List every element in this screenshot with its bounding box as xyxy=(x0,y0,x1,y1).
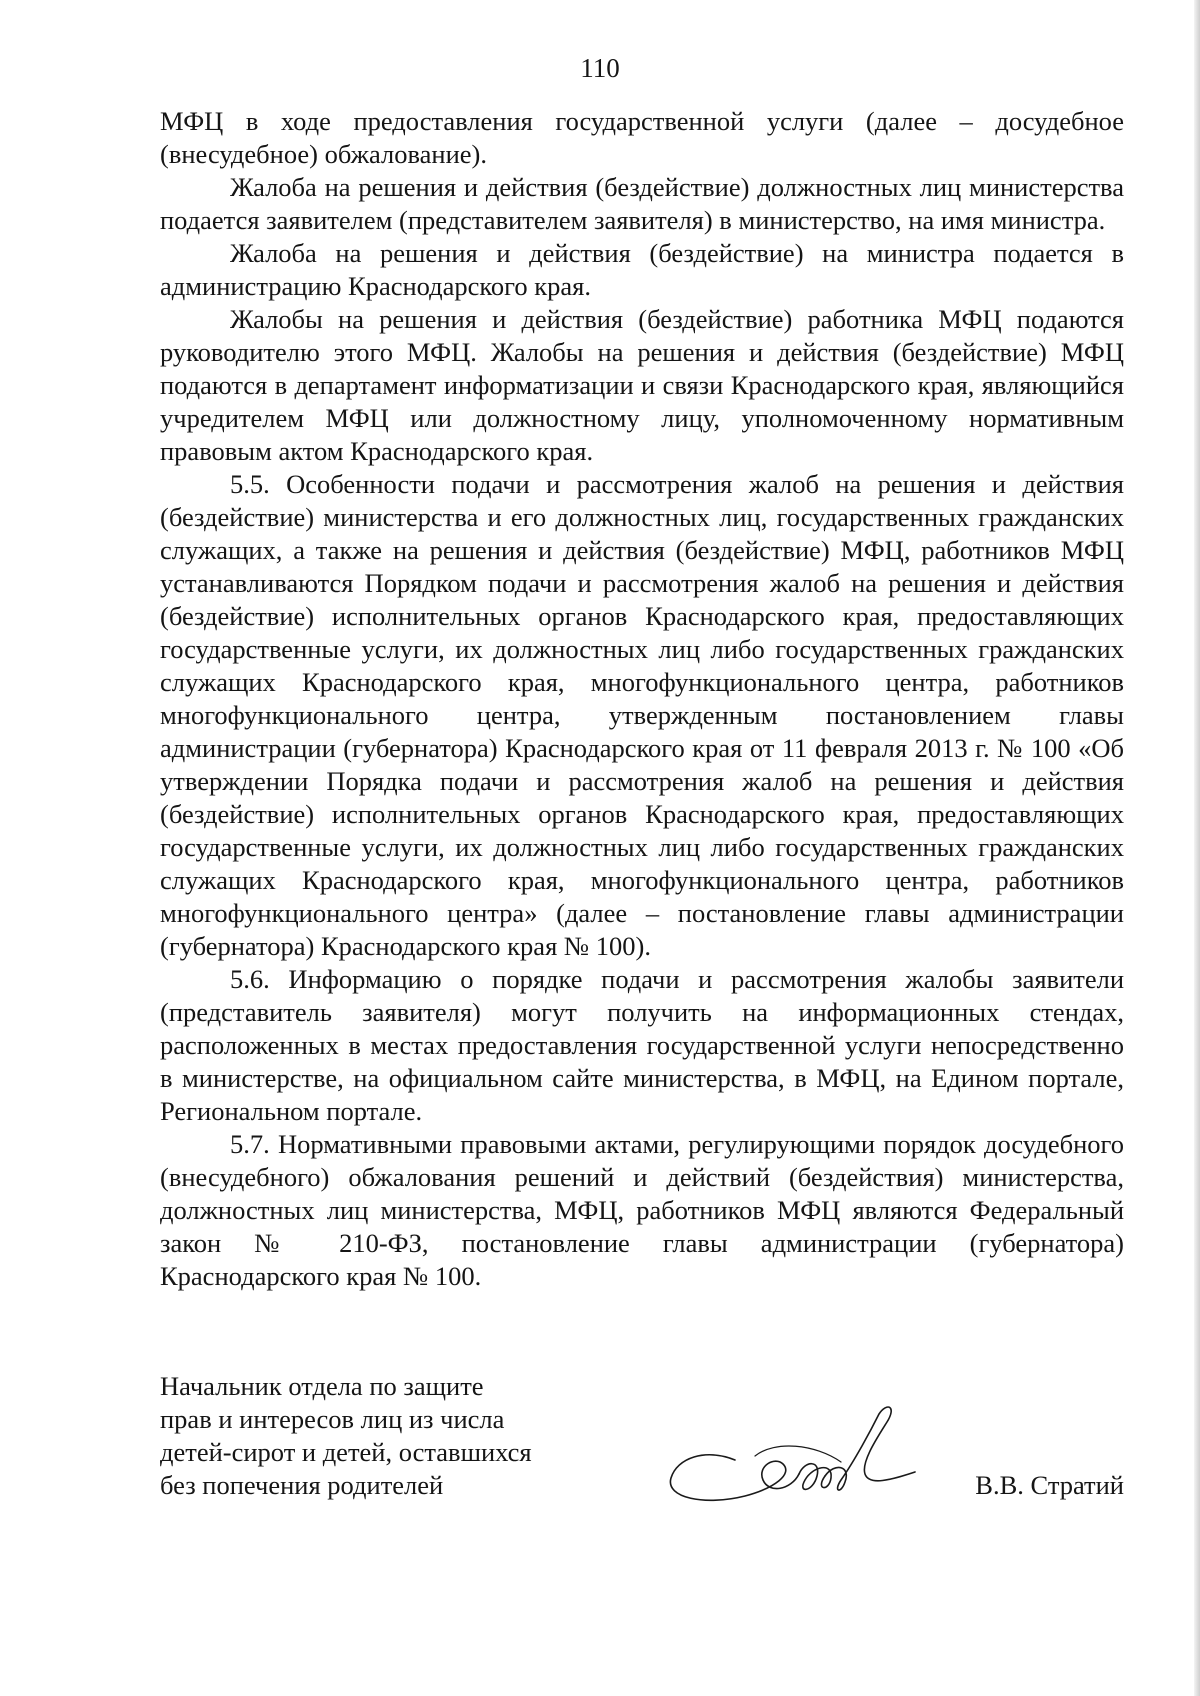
handwritten-signature xyxy=(665,1400,935,1510)
signer-position xyxy=(160,1370,580,1502)
signer-name: В.В. Стратий xyxy=(975,1470,1124,1500)
paragraph-complaint-minister: Жалоба на решения и действия (бездействие) на министра подается в администрацию Краснодарского края. xyxy=(160,238,1124,301)
signer-position-line: прав и интересов лиц из числа xyxy=(160,1404,505,1434)
page-edge-shadow xyxy=(1194,0,1200,1696)
paragraph-complaint-ministry-officials: Жалоба на решения и действия (бездействие) должностных лиц министерства подается заявителем (представителем заявителя) в министерство, на имя министра. xyxy=(160,172,1124,235)
paragraph-continuation: МФЦ в ходе предоставления государственной услуги (далее – досудебное (внесудебное) обжалование). xyxy=(160,106,1124,169)
signer-position-line: детей-сирот и детей, оставшихся xyxy=(160,1437,532,1467)
paragraph-5-7: 5.7. Нормативными правовыми актами, регулирующими порядок досудебного (внесудебного) обжалования решений и действий (бездействия) министерства, должностных лиц министерства, МФЦ, работников МФЦ являются Федеральный закон № 210-ФЗ, постановление главы администрации (губернатора) Краснодарского края № 100. xyxy=(160,1129,1124,1291)
paragraph-5-6: 5.6. Информацию о порядке подачи и рассмотрения жалобы заявители (представитель заявителя) могут получить на информационных стендах, расположенных в местах предоставления государственной услуги непосредственно в министерстве, на официальном сайте министерства, в МФЦ, на Едином портале, Региональном портале. xyxy=(160,964,1124,1126)
paragraph-5-5: 5.5. Особенности подачи и рассмотрения жалоб на решения и действия (бездействие) министерства и его должностных лиц, государственных гражданских служащих, а также на решения и действия (бездействие) МФЦ, работников МФЦ устанавливаются Порядком подачи и рассмотрения жалоб на решения и действия (бездействие) исполнительных органов Краснодарского края, предоставляющих государственные услуги, их должностных лиц либо государственных гражданских служащих Краснодарского края, многофункционального центра, работников многофункционального центра, утвержденным постановлением главы администрации (губернатора) Краснодарского края от 11 февраля 2013 г. № 100 «Об утверждении Порядка подачи и рассмотрения жалоб на решения и действия (бездействие) исполнительных органов Краснодарского края, предоставляющих государственные услуги, их должностных лиц либо государственных гражданских служащих Краснодарского края, многофункционального центра, работников многофункционального центра» (далее – постановление главы администрации (губернатора) Краснодарского края № 100). xyxy=(160,469,1124,961)
signer-position-line: без попечения родителей xyxy=(160,1470,444,1500)
paragraph-complaint-mfc: Жалобы на решения и действия (бездействие) работника МФЦ подаются руководителю этого МФЦ. Жалобы на решения и действия (бездействие) МФЦ подаются в департамент информатизации и связи Краснодарского края, являющийся учредителем МФЦ или должностному лицу, уполномоченному нормативным правовым актом Краснодарского края. xyxy=(160,304,1124,466)
page-number: 110 xyxy=(580,53,620,83)
document-body xyxy=(160,105,1124,1293)
signer-position-line: Начальник отдела по защите xyxy=(160,1371,484,1401)
signature-block xyxy=(160,1370,1124,1540)
